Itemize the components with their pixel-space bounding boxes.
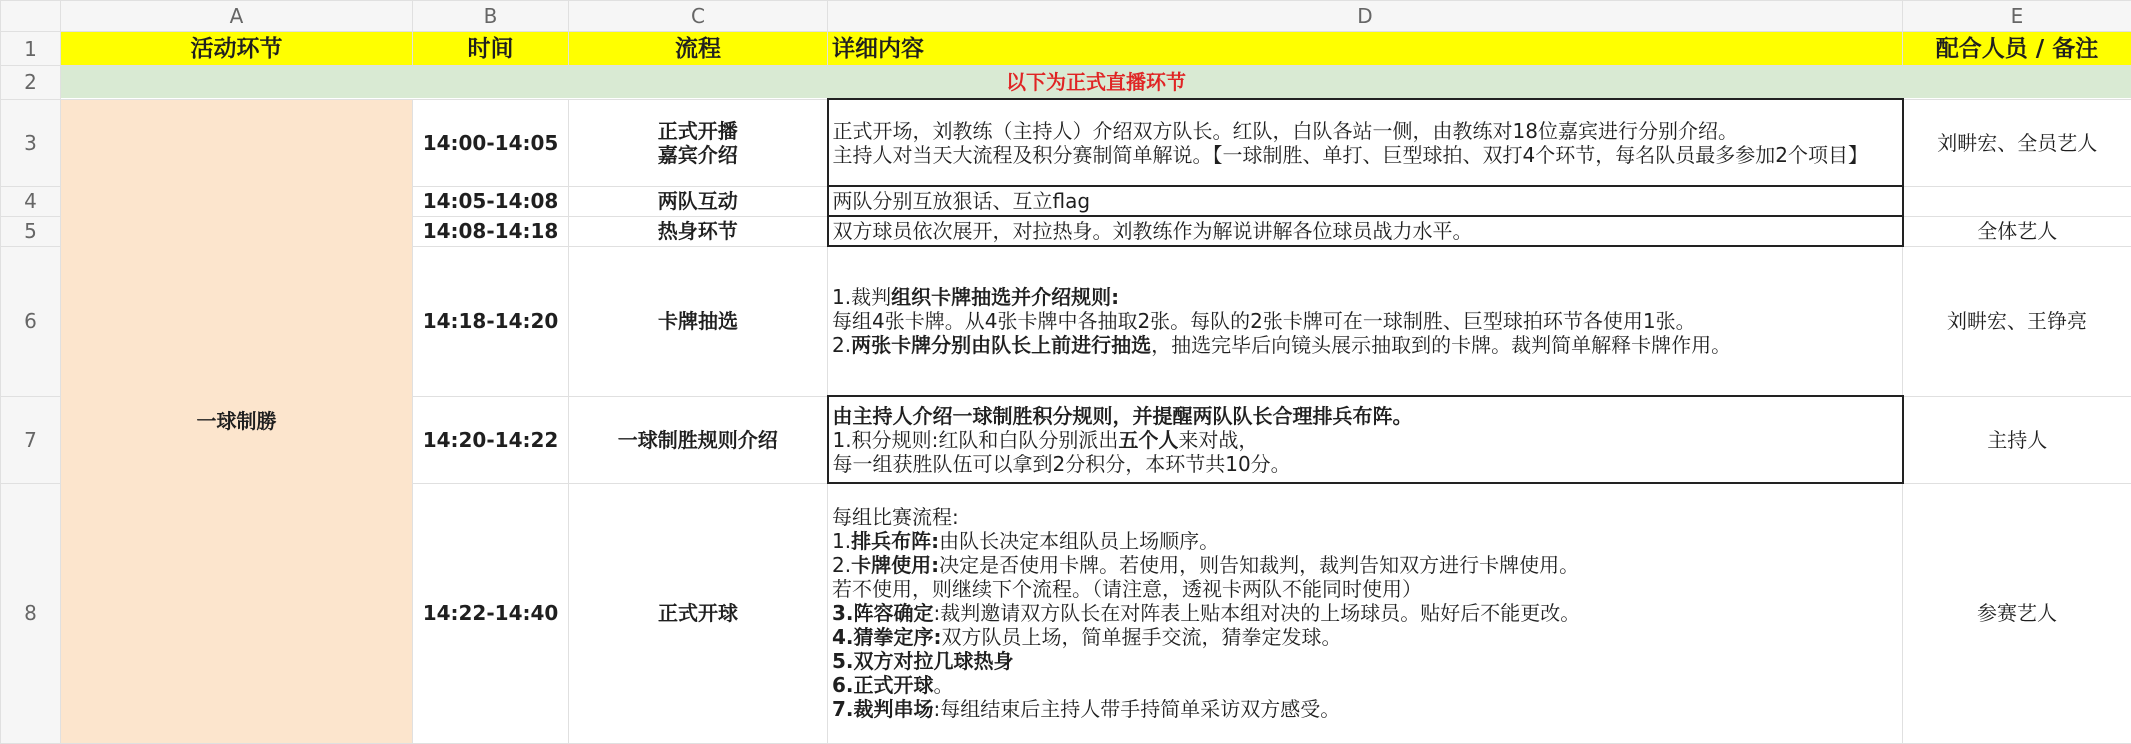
row-header-8[interactable]: 8 [1,483,61,743]
flow-cell[interactable] [569,483,828,743]
detail-line [832,505,1902,529]
detail-bold-text: 两张卡牌分别由队长上前进行抽选 [851,333,1151,357]
detail-text: 每组比赛流程: [832,505,959,529]
detail-line [833,143,1902,167]
detail-cell[interactable] [828,246,1903,396]
detail-text: 正式开场，刘教练（主持人）介绍双方队长。红队，白队各站一侧，由教练对18位嘉宾进行分别介绍。 [833,119,1738,143]
detail-text: 若不使用，则继续下个流程。（请注意，透视卡两队不能同时使用） [832,577,1422,601]
detail-line [832,333,1902,357]
sheet-row-3 [1,99,2131,186]
staff-cell[interactable]: 全体艺人 [1903,216,2131,246]
time-cell[interactable]: 14:18-14:20 [413,246,569,396]
select-all-corner[interactable] [1,1,61,32]
detail-line [833,452,1902,476]
detail-line [833,428,1902,452]
detail-text: :裁判邀请双方队长在对阵表上贴本组对决的上场球员。贴好后不能更改。 [934,601,1581,625]
flow-cell[interactable] [569,216,828,246]
detail-cell[interactable] [828,396,1903,483]
row-header-5[interactable]: 5 [1,216,61,246]
staff-cell[interactable]: 参赛艺人 [1903,483,2131,743]
detail-cell[interactable] [828,483,1903,743]
detail-text: :每组结束后主持人带手持简单采访双方感受。 [934,697,1341,721]
sheet-row-1 [1,32,2131,66]
sheet-row-2 [1,66,2131,100]
detail-line [832,649,1902,673]
row-header-1[interactable]: 1 [1,32,61,66]
detail-bold-text: 3.阵容确定 [832,601,934,625]
detail-line [833,119,1902,143]
detail-line [832,529,1902,553]
detail-text: 双方球员依次展开，对拉热身。刘教练作为解说讲解各位球员战力水平。 [833,219,1473,243]
section-cell[interactable]: 一球制勝 [61,99,413,743]
flow-line: 卡牌抽选 [569,309,827,333]
flow-line: 热身环节 [569,219,827,243]
flow-line: 嘉宾介绍 [569,143,827,167]
detail-bold-text: 7.裁判串场 [832,697,934,721]
cell-c1[interactable]: 流程 [569,32,828,66]
detail-line [833,404,1902,428]
flow-cell[interactable] [569,396,828,483]
column-header-d[interactable]: D [828,1,1903,32]
flow-cell[interactable] [569,186,828,216]
detail-text: 1.裁判 [832,285,891,309]
detail-line [832,601,1902,625]
detail-line [832,673,1902,697]
detail-line [832,553,1902,577]
detail-text: 每组4张卡牌。从4张卡牌中各抽取2张。每队的2张卡牌可在一球制胜、巨型球拍环节各使用1张。 [832,309,1696,333]
flow-line: 正式开播 [569,119,827,143]
column-header-a[interactable]: A [61,1,413,32]
detail-line [832,309,1902,333]
detail-text: 1. [832,529,851,553]
cell-b1[interactable]: 时间 [413,32,569,66]
column-header-e[interactable]: E [1903,1,2131,32]
detail-line [832,625,1902,649]
detail-bold-text: 排兵布阵: [851,529,939,553]
column-header-c[interactable]: C [569,1,828,32]
time-cell[interactable]: 14:00-14:05 [413,99,569,186]
detail-text: 两队分别互放狠话、互立flag [833,189,1091,213]
flow-line: 两队互动 [569,189,827,213]
detail-bold-text: 6.正式开球 [832,673,934,697]
banner-cell[interactable]: 以下为正式直播环节 [61,66,2131,100]
detail-cell[interactable] [828,216,1903,246]
row-header-3[interactable]: 3 [1,99,61,186]
cell-d1[interactable]: 详细内容 [828,32,1903,66]
detail-bold-text: 组织卡牌抽选并介绍规则: [891,285,1119,309]
time-cell[interactable]: 14:05-14:08 [413,186,569,216]
detail-bold-text: 卡牌使用: [851,553,939,577]
time-cell[interactable]: 14:20-14:22 [413,396,569,483]
detail-bold-text: 五个人 [1118,428,1178,452]
detail-text: 来对战， [1178,428,1258,452]
time-cell[interactable]: 14:22-14:40 [413,483,569,743]
staff-cell[interactable]: 刘畊宏、王铮亮 [1903,246,2131,396]
row-header-7[interactable]: 7 [1,396,61,483]
detail-text: 。 [934,673,954,697]
detail-line [832,285,1902,309]
flow-cell[interactable] [569,99,828,186]
row-header-6[interactable]: 6 [1,246,61,396]
flow-line: 正式开球 [569,601,827,625]
detail-text: 2. [832,553,851,577]
cell-e1[interactable]: 配合人员 / 备注 [1903,32,2131,66]
detail-text: 每一组获胜队伍可以拿到2分积分，本环节共10分。 [833,452,1291,476]
detail-text: 由队长决定本组队员上场顺序。 [939,529,1219,553]
staff-cell[interactable]: 主持人 [1903,396,2131,483]
detail-text: ，抽选完毕后向镜头展示抽取到的卡牌。裁判简单解释卡牌作用。 [1151,333,1731,357]
detail-text: 双方队员上场，简单握手交流，猜拳定发球。 [942,625,1342,649]
detail-text: 1.积分规则:红队和白队分别派出 [833,428,1119,452]
detail-cell[interactable] [828,99,1903,186]
detail-bold-text: 4.猜拳定序: [832,625,942,649]
flow-line: 一球制胜规则介绍 [569,428,827,452]
detail-bold-text: 由主持人介绍一球制胜积分规则，并提醒两队队长合理排兵布阵。 [833,404,1413,428]
time-cell[interactable]: 14:08-14:18 [413,216,569,246]
column-header-b[interactable]: B [413,1,569,32]
detail-text: 决定是否使用卡牌。若使用，则告知裁判，裁判告知双方进行卡牌使用。 [939,553,1579,577]
row-header-2[interactable]: 2 [1,66,61,100]
staff-cell[interactable]: 刘畊宏、全员艺人 [1903,99,2131,186]
detail-line [832,577,1902,601]
detail-text: 主持人对当天大流程及积分赛制简单解说。【一球制胜、单打、巨型球拍、双打4个环节，每名队员最多参加2个项目】 [833,143,1868,167]
column-header-row [1,1,2131,32]
detail-cell[interactable] [828,186,1903,216]
detail-line [833,189,1902,213]
cell-a1[interactable]: 活动环节 [61,32,413,66]
staff-cell[interactable] [1903,186,2131,216]
detail-text: 2. [832,333,851,357]
detail-bold-text: 5.双方对拉几球热身 [832,649,1014,673]
flow-cell[interactable] [569,246,828,396]
detail-line [833,219,1902,243]
row-header-4[interactable]: 4 [1,186,61,216]
detail-line [832,697,1902,721]
